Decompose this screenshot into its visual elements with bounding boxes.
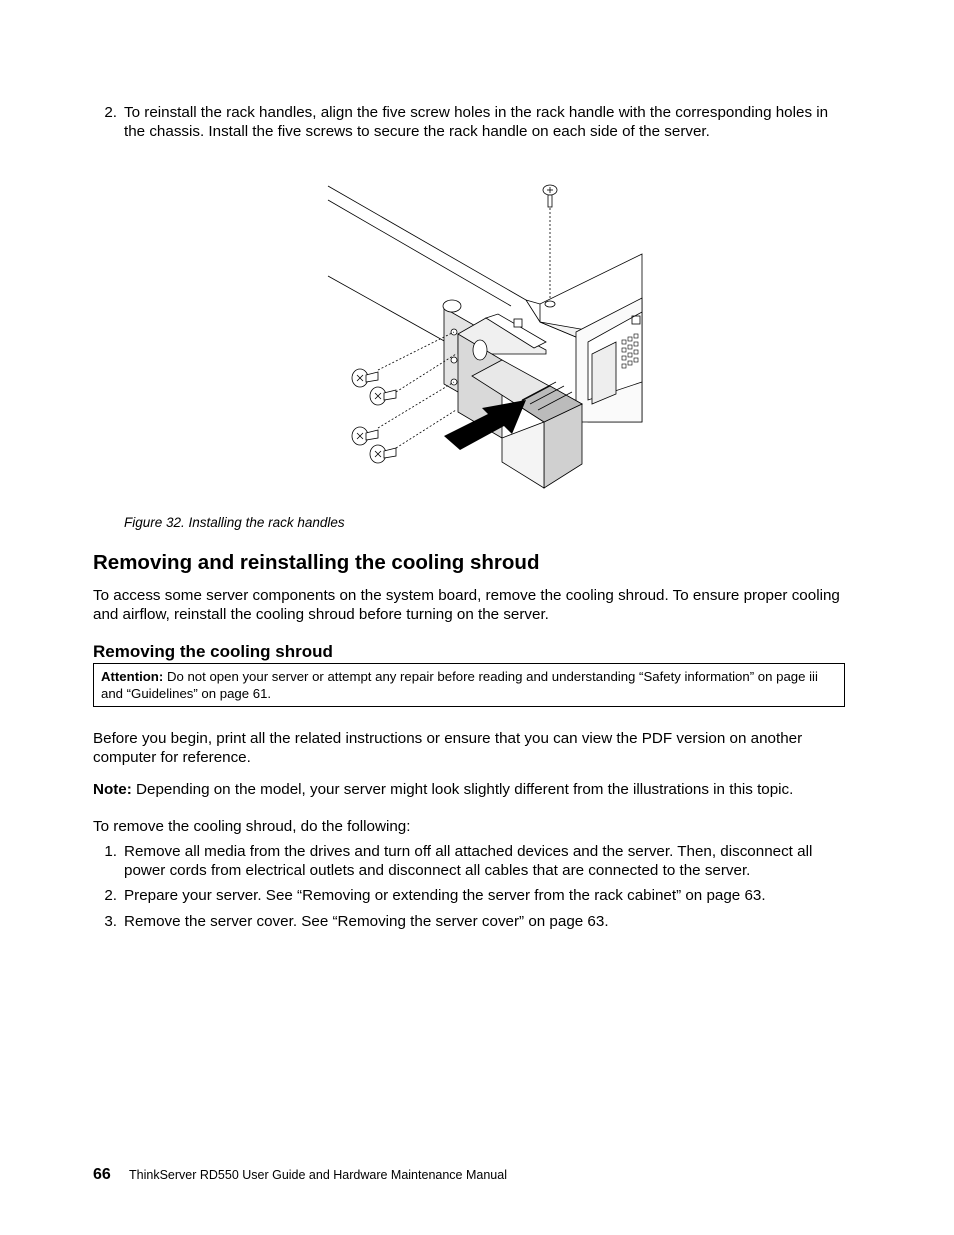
note-label: Note: — [93, 781, 132, 798]
footer-doc-title: ThinkServer RD550 User Guide and Hardware Maintenance Manual — [129, 1168, 507, 1182]
step-number: 3. — [104, 913, 117, 930]
before-you-begin-text: Before you begin, print all the related instructions or ensure that you can view the PDF version on another computer for reference. — [93, 730, 803, 766]
attention-label: Attention: — [101, 669, 164, 684]
attention-text: Do not open your server or attempt any repair before reading and understanding “Safety information” on page iii and “Guidelines” on page 61. — [101, 669, 818, 701]
subsection-title: Removing the cooling shroud — [93, 642, 333, 661]
page-number: 66 — [93, 1166, 111, 1183]
step-text: Remove all media from the drives and turn off all attached devices and the server. Then, disconnect all power cords from electrical outlets and disconnect all cables that are connected to the server. — [124, 843, 813, 879]
section-intro: To access some server components on the system board, remove the cooling shroud. To ensure proper cooling and airflow, reinstall the cooling shroud before turning on the server. — [93, 587, 840, 623]
side-screw-4 — [370, 445, 396, 463]
figure-caption: Figure 32. Installing the rack handles — [124, 515, 345, 530]
steps-intro: To remove the cooling shroud, do the following: — [93, 818, 411, 835]
section-title: Removing and reinstalling the cooling shroud — [93, 551, 540, 574]
note-paragraph — [93, 780, 843, 799]
intro-step-number: 2. — [104, 104, 117, 121]
attention-notice — [93, 663, 845, 707]
side-screw-1 — [352, 369, 378, 387]
side-screw-3 — [352, 427, 378, 445]
chassis-edge-line — [328, 186, 526, 300]
step-text: Remove the server cover. See “Removing the server cover” on page 63. — [124, 913, 609, 930]
step-text: Prepare your server. See “Removing or extending the server from the rack cabinet” on page 63. — [124, 887, 766, 904]
top-screw — [543, 185, 557, 207]
note-text: Depending on the model, your server might look slightly different from the illustrations in this topic. — [136, 781, 794, 798]
side-screw-2 — [370, 387, 396, 405]
step-number: 1. — [104, 843, 117, 860]
step-number: 2. — [104, 887, 117, 904]
rack-handle-illustration — [326, 182, 644, 494]
intro-step-text: To reinstall the rack handles, align the five screw holes in the rack handle with the corresponding holes in the chassis. Install the five screws to secure the rack handle on each side of the server. — [124, 104, 829, 140]
